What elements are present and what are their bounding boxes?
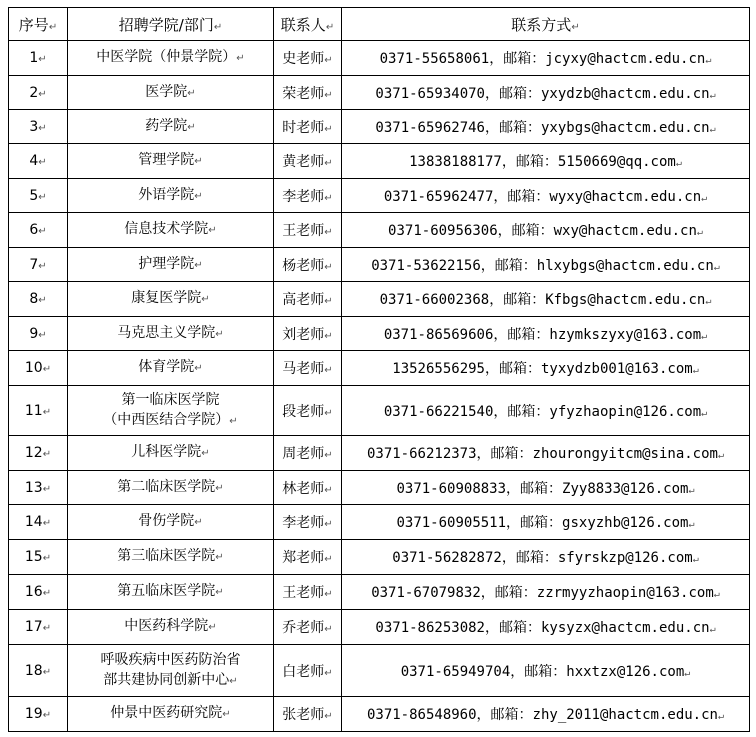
row-contact: 0371-65934070，邮箱：yxydzb@hactcm.edu.cn↵ [342,76,750,110]
row-person: 林老师↵ [274,471,342,505]
row-person: 郑老师↵ [274,540,342,575]
row-person: 白老师↵ [274,645,342,697]
row-contact: 0371-65949704，邮箱：hxxtzx@126.com↵ [342,645,750,697]
row-unit: 仲景中医药研究院↵ [68,697,274,732]
table-row [9,317,750,351]
header-unit: 招聘学院/部门↵ [68,8,274,41]
table-row [9,645,750,697]
row-contact: 0371-53622156，邮箱：hlxybgs@hactcm.edu.cn↵ [342,248,750,282]
row-unit: 中医学院（仲景学院）↵ [68,41,274,76]
row-unit: 信息技术学院↵ [68,213,274,248]
row-unit: 康复医学院↵ [68,282,274,317]
table-row [9,610,750,645]
header-index: 序号↵ [9,8,68,41]
table-row [9,213,750,248]
row-unit: 第五临床医学院↵ [68,575,274,610]
table-row [9,144,750,179]
row-index: 5↵ [9,179,68,213]
row-contact: 13526556295，邮箱：tyxydzb001@163.com↵ [342,351,750,386]
row-index: 13↵ [9,471,68,505]
row-index: 12↵ [9,436,68,471]
row-contact: 0371-60956306，邮箱：wxy@hactcm.edu.cn↵ [342,213,750,248]
table-row [9,282,750,317]
row-index: 17↵ [9,610,68,645]
table-row [9,110,750,144]
table-row [9,76,750,110]
row-unit: 管理学院↵ [68,144,274,179]
row-person: 王老师↵ [274,575,342,610]
table-row [9,505,750,540]
header-row [9,8,750,41]
row-unit: 马克思主义学院↵ [68,317,274,351]
table-row [9,41,750,76]
row-unit: 护理学院↵ [68,248,274,282]
row-person: 周老师↵ [274,436,342,471]
row-person: 荣老师↵ [274,76,342,110]
row-unit: 儿科医学院↵ [68,436,274,471]
row-person: 时老师↵ [274,110,342,144]
row-contact: 0371-60905511，邮箱：gsxyzhb@126.com↵ [342,505,750,540]
row-index: 16↵ [9,575,68,610]
row-contact: 0371-86253082，邮箱：kysyzx@hactcm.edu.cn↵ [342,610,750,645]
table-row [9,179,750,213]
row-index: 19↵ [9,697,68,732]
row-person: 杨老师↵ [274,248,342,282]
row-unit: 呼吸疾病中医药防治省 部共建协同创新中心↵ [68,645,274,697]
row-unit: 外语学院↵ [68,179,274,213]
recruitment-contacts-table [8,7,750,732]
row-unit: 体育学院↵ [68,351,274,386]
row-unit: 中医药科学院↵ [68,610,274,645]
row-person: 王老师↵ [274,213,342,248]
row-index: 11↵ [9,386,68,436]
header-person: 联系人↵ [274,8,342,41]
row-contact: 13838188177，邮箱：5150669@qq.com↵ [342,144,750,179]
row-index: 9↵ [9,317,68,351]
row-person: 李老师↵ [274,179,342,213]
row-index: 14↵ [9,505,68,540]
row-unit: 第三临床医学院↵ [68,540,274,575]
row-contact: 0371-55658061，邮箱：jcyxy@hactcm.edu.cn↵ [342,41,750,76]
table-row [9,248,750,282]
row-contact: 0371-66002368，邮箱：Kfbgs@hactcm.edu.cn↵ [342,282,750,317]
row-index: 1↵ [9,41,68,76]
row-contact: 0371-86548960，邮箱：zhy_2011@hactcm.edu.cn↵ [342,697,750,732]
header-contact: 联系方式↵ [342,8,750,41]
row-index: 6↵ [9,213,68,248]
row-index: 18↵ [9,645,68,697]
table-row [9,386,750,436]
row-person: 段老师↵ [274,386,342,436]
row-person: 马老师↵ [274,351,342,386]
row-contact: 0371-67079832，邮箱：zzrmyyzhaopin@163.com↵ [342,575,750,610]
row-contact: 0371-65962477，邮箱：wyxy@hactcm.edu.cn↵ [342,179,750,213]
row-person: 史老师↵ [274,41,342,76]
row-index: 8↵ [9,282,68,317]
row-person: 高老师↵ [274,282,342,317]
table-row [9,351,750,386]
table-row [9,575,750,610]
row-contact: 0371-65962746，邮箱：yxybgs@hactcm.edu.cn↵ [342,110,750,144]
row-unit: 第二临床医学院↵ [68,471,274,505]
row-person: 刘老师↵ [274,317,342,351]
row-contact: 0371-86569606，邮箱：hzymkszyxy@163.com↵ [342,317,750,351]
row-unit: 第一临床医学院 （中西医结合学院）↵ [68,386,274,436]
row-index: 2↵ [9,76,68,110]
row-index: 4↵ [9,144,68,179]
row-unit: 医学院↵ [68,76,274,110]
row-index: 10↵ [9,351,68,386]
row-unit: 药学院↵ [68,110,274,144]
row-person: 张老师↵ [274,697,342,732]
table-row [9,471,750,505]
row-contact: 0371-56282872，邮箱：sfyrskzp@126.com↵ [342,540,750,575]
row-person: 乔老师↵ [274,610,342,645]
row-contact: 0371-60908833，邮箱：Zyy8833@126.com↵ [342,471,750,505]
row-index: 3↵ [9,110,68,144]
table-row [9,540,750,575]
row-contact: 0371-66212373，邮箱：zhourongyitcm@sina.com↵ [342,436,750,471]
table-row [9,436,750,471]
row-unit: 骨伤学院↵ [68,505,274,540]
row-index: 15↵ [9,540,68,575]
row-person: 李老师↵ [274,505,342,540]
row-person: 黄老师↵ [274,144,342,179]
row-index: 7↵ [9,248,68,282]
row-contact: 0371-66221540，邮箱：yfyzhaopin@126.com↵ [342,386,750,436]
table-row [9,697,750,732]
